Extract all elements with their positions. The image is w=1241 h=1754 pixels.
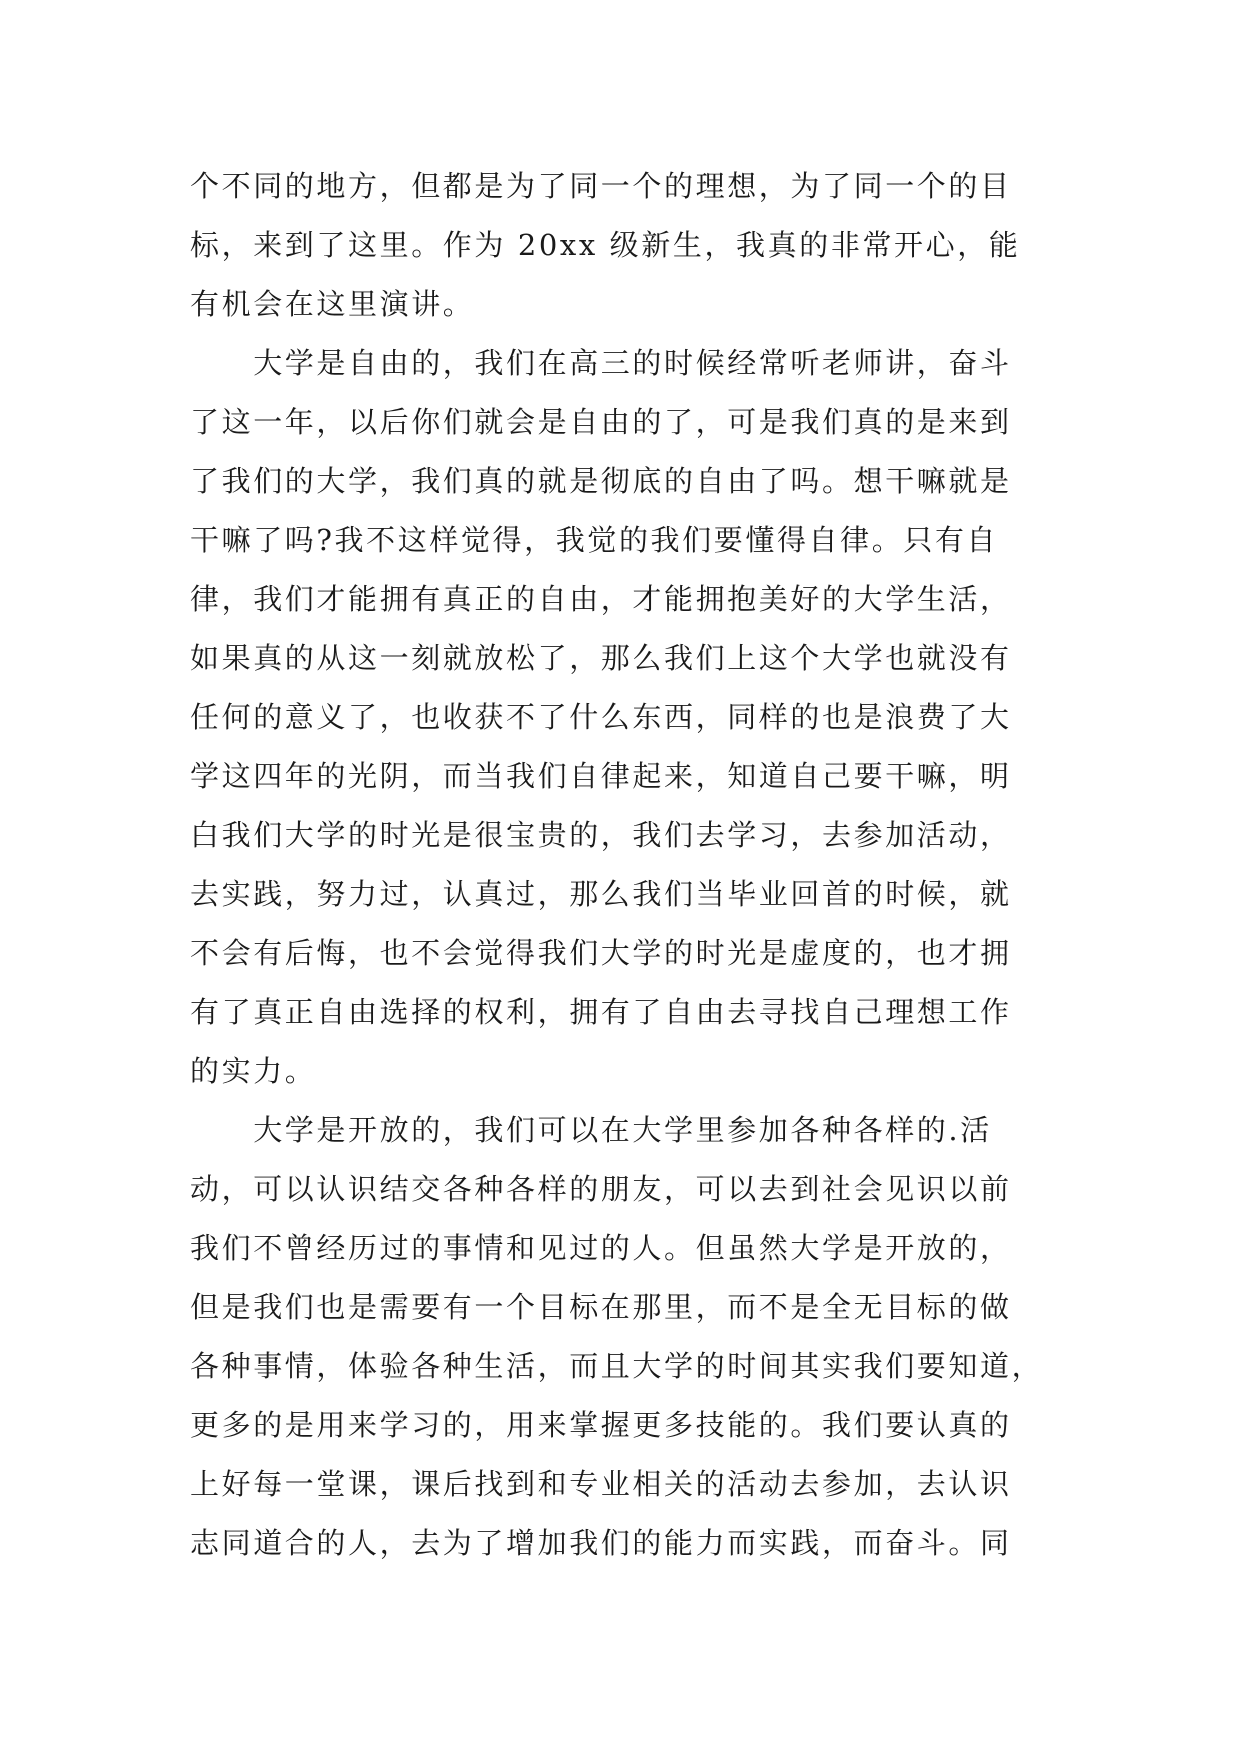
text-line: 但是我们也是需要有一个目标在那里，而不是全无目标的做 <box>190 1290 1012 1324</box>
text-line: 我们不曾经历过的事情和见过的人。但虽然大学是开放的， <box>190 1231 1012 1265</box>
text-line: 律，我们才能拥有真正的自由，才能拥抱美好的大学生活， <box>190 582 1012 616</box>
text-line: 干嘛了吗?我不这样觉得，我觉的我们要懂得自律。只有自 <box>190 523 999 557</box>
text-line: 的实力。 <box>190 1054 317 1088</box>
body-text <box>190 157 1070 1573</box>
text-line: 动，可以认识结交各种各样的朋友，可以去到社会见识以前 <box>190 1172 1012 1206</box>
text-line: 去实践，努力过，认真过，那么我们当毕业回首的时候，就 <box>190 877 1012 911</box>
text-line: 有了真正自由选择的权利，拥有了自由去寻找自己理想工作 <box>190 995 1012 1029</box>
text-line: 不会有后悔，也不会觉得我们大学的时光是虚度的，也才拥 <box>190 936 1012 970</box>
text-line: 如果真的从这一刻就放松了，那么我们上这个大学也就没有 <box>190 641 1012 675</box>
text-line: 了这一年，以后你们就会是自由的了，可是我们真的是来到 <box>190 405 1012 439</box>
text-line: 标，来到了这里。作为 20xx 级新生，我真的非常开心，能 <box>190 228 1021 262</box>
text-line: 白我们大学的时光是很宝贵的，我们去学习，去参加活动， <box>190 818 1012 852</box>
text-line: 更多的是用来学习的，用来掌握更多技能的。我们要认真的 <box>190 1408 1012 1442</box>
text-line: 大学是自由的，我们在高三的时候经常听老师讲，奋斗 <box>190 346 1012 380</box>
text-line: 了我们的大学，我们真的就是彻底的自由了吗。想干嘛就是 <box>190 464 1012 498</box>
text-line: 学这四年的光阴，而当我们自律起来，知道自己要干嘛，明 <box>190 759 1012 793</box>
text-line: 任何的意义了，也收获不了什么东西，同样的也是浪费了大 <box>190 700 1012 734</box>
text-line: 个不同的地方，但都是为了同一个的理想，为了同一个的目 <box>190 169 1012 203</box>
text-line: 各种事情，体验各种生活，而且大学的时间其实我们要知道， <box>190 1349 1044 1383</box>
text-line: 有机会在这里演讲。 <box>190 287 475 321</box>
text-line: 志同道合的人，去为了增加我们的能力而实践，而奋斗。同 <box>190 1526 1012 1560</box>
text-line: 上好每一堂课，课后找到和专业相关的活动去参加，去认识 <box>190 1467 1012 1501</box>
text-line: 大学是开放的，我们可以在大学里参加各种各样的.活 <box>190 1113 992 1147</box>
